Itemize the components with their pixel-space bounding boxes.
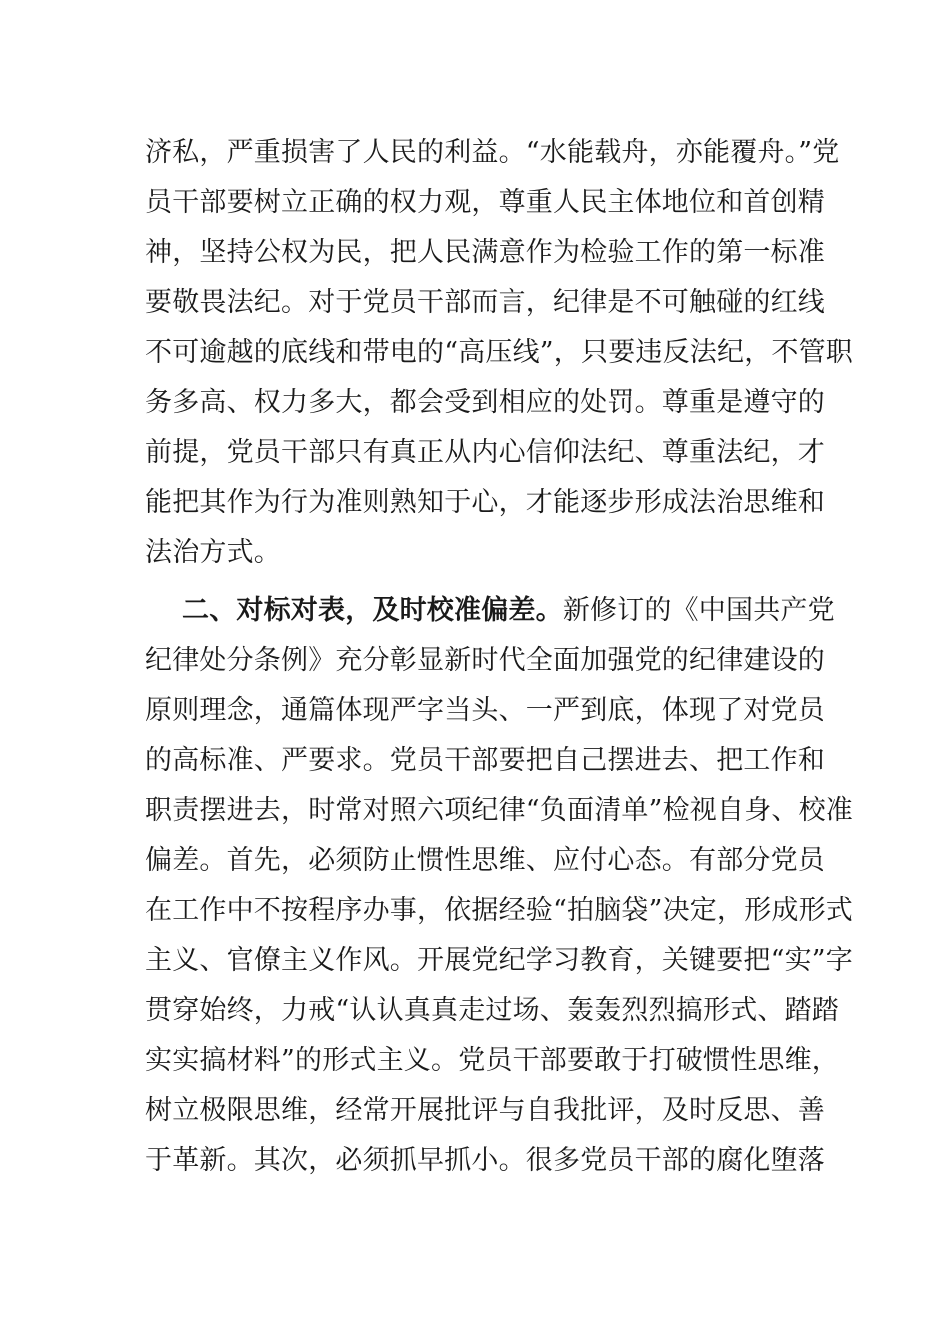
text-line: 法治方式。	[145, 537, 281, 568]
text-line: 的高标准、严要求。党员干部要把自己摆进去、把工作和	[145, 745, 825, 776]
text-line: 要敬畏法纪。对于党员干部而言，纪律是不可触碰的红线	[145, 287, 825, 318]
text-line: 能把其作为行为准则熟知于心，才能逐步形成法治思维和	[145, 487, 825, 518]
text-line: 不可逾越的底线和带电的“高压线”，只要违反法纪，不管职	[145, 337, 854, 368]
text-line: 实实搞材料”的形式主义。党员干部要敢于打破惯性思维，	[145, 1045, 840, 1076]
text-line: 在工作中不按程序办事，依据经验“拍脑袋”决定，形成形式	[145, 895, 854, 926]
text-line: 纪律处分条例》充分彰显新时代全面加强党的纪律建设的	[145, 645, 825, 676]
text-line: 主义、官僚主义作风。开展党纪学习教育，关键要把“实”字	[145, 945, 854, 976]
text-line: 前提，党员干部只有真正从内心信仰法纪、尊重法纪，才	[145, 437, 825, 468]
text-line: 偏差。首先，必须防止惯性思维、应付心态。有部分党员	[145, 845, 825, 876]
text-line: 贯穿始终，力戒“认认真真走过场、轰轰烈烈搞形式、踏踏	[145, 995, 840, 1026]
text-line: 职责摆进去，时常对照六项纪律“负面清单”检视自身、校准	[145, 795, 854, 826]
text-line: 员干部要树立正确的权力观，尊重人民主体地位和首创精	[145, 187, 825, 218]
text-line: 神，坚持公权为民，把人民满意作为检验工作的第一标准	[145, 237, 825, 268]
text-span: 新修订的《中国共产党	[562, 595, 835, 626]
text-line: 于革新。其次，必须抓早抓小。很多党员干部的腐化堕落	[145, 1145, 825, 1176]
text-line: 原则理念，通篇体现严字当头、一严到底，体现了对党员	[145, 695, 825, 726]
paragraph-first-line	[182, 586, 835, 636]
text-line: 济私，严重损害了人民的利益。“水能载舟，亦能覆舟。”党	[145, 137, 840, 168]
text-line: 务多高、权力多大，都会受到相应的处罚。尊重是遵守的	[145, 387, 825, 418]
text-line: 树立极限思维，经常开展批评与自我批评，及时反思、善	[145, 1095, 825, 1126]
section-heading: 二、对标对表，及时校准偏差。	[182, 595, 563, 626]
